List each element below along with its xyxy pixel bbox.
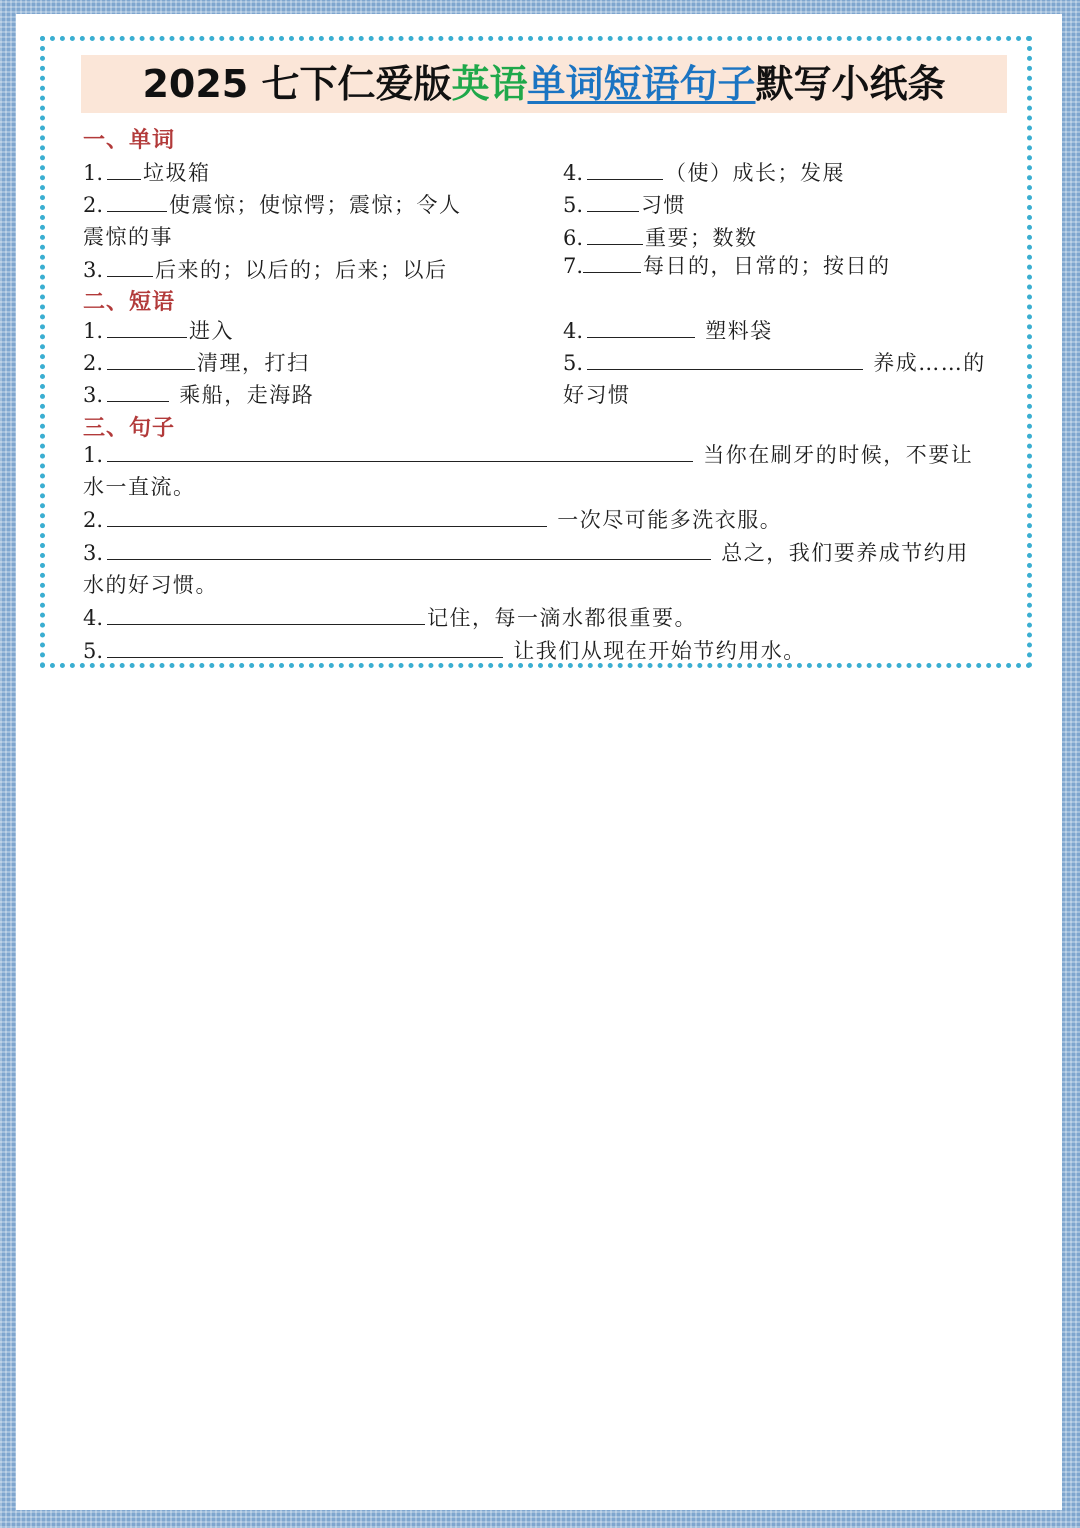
title-part-english: 英语 <box>451 62 528 106</box>
section-heading-sentences: 三、句子 <box>83 416 176 441</box>
answer-blank[interactable] <box>107 604 425 625</box>
sentence-item-3-cont: 水的好习惯。 <box>83 573 218 597</box>
section-heading-words: 一、单词 <box>83 128 176 153</box>
word-item-2: 2. 使震惊；使惊愕；震惊；令人 <box>83 193 462 217</box>
phrase-item-4: 4. 塑料袋 <box>563 319 773 343</box>
word-item-6: 6. 重要；数数 <box>563 226 758 250</box>
worksheet-page <box>16 14 1062 1510</box>
answer-blank[interactable] <box>107 637 503 658</box>
phrase-item-2: 2. 清理，打扫 <box>83 351 310 375</box>
answer-blank[interactable] <box>587 349 863 370</box>
phrase-item-5-cont: 好习惯 <box>563 383 631 407</box>
word-item-1: 1. 垃圾箱 <box>83 161 211 185</box>
answer-blank[interactable] <box>587 191 639 212</box>
phrase-item-5: 5. 养成……的 <box>563 351 986 375</box>
answer-blank[interactable] <box>107 506 547 527</box>
title-part-4: 默写小纸条 <box>755 62 946 106</box>
sentence-item-5: 5. 让我们从现在开始节约用水。 <box>83 639 806 663</box>
title-part-1: 2025 七下仁爱版 <box>142 62 452 106</box>
sentence-item-1-cont: 水一直流。 <box>83 475 196 499</box>
sentence-item-4: 4. 记住，每一滴水都很重要。 <box>83 606 698 630</box>
answer-blank[interactable] <box>107 317 187 338</box>
answer-blank[interactable] <box>587 224 643 245</box>
answer-blank[interactable] <box>587 317 695 338</box>
word-item-5: 5. 习惯 <box>563 193 687 217</box>
answer-blank[interactable] <box>107 191 167 212</box>
phrase-item-3: 3. 乘船，走海路 <box>83 383 315 407</box>
word-item-4: 4. （使）成长；发展 <box>563 161 846 185</box>
answer-blank[interactable] <box>107 256 153 277</box>
answer-blank[interactable] <box>107 441 693 462</box>
answer-blank[interactable] <box>107 159 141 180</box>
word-item-2-cont: 震惊的事 <box>83 225 173 249</box>
sentence-item-3: 3. 总之，我们要养成节约用 <box>83 541 969 565</box>
phrase-item-1: 1. 进入 <box>83 319 235 343</box>
title-part-topics: 单词短语句子 <box>527 62 756 106</box>
answer-blank[interactable] <box>107 349 195 370</box>
page-title <box>81 55 1007 113</box>
answer-blank[interactable] <box>107 539 711 560</box>
dictation-card <box>40 36 1032 668</box>
word-item-3: 3. 后来的；以后的；后来；以后 <box>83 258 448 282</box>
sentence-item-2: 2. 一次尽可能多洗衣服。 <box>83 508 783 532</box>
sentence-item-1: 1. 当你在刷牙的时候，不要让 <box>83 443 974 467</box>
answer-blank[interactable] <box>587 159 663 180</box>
answer-blank[interactable] <box>583 252 641 273</box>
section-heading-phrases: 二、短语 <box>83 290 176 315</box>
word-item-7: 7. 每日的，日常的；按日的 <box>563 254 891 278</box>
answer-blank[interactable] <box>107 381 169 402</box>
